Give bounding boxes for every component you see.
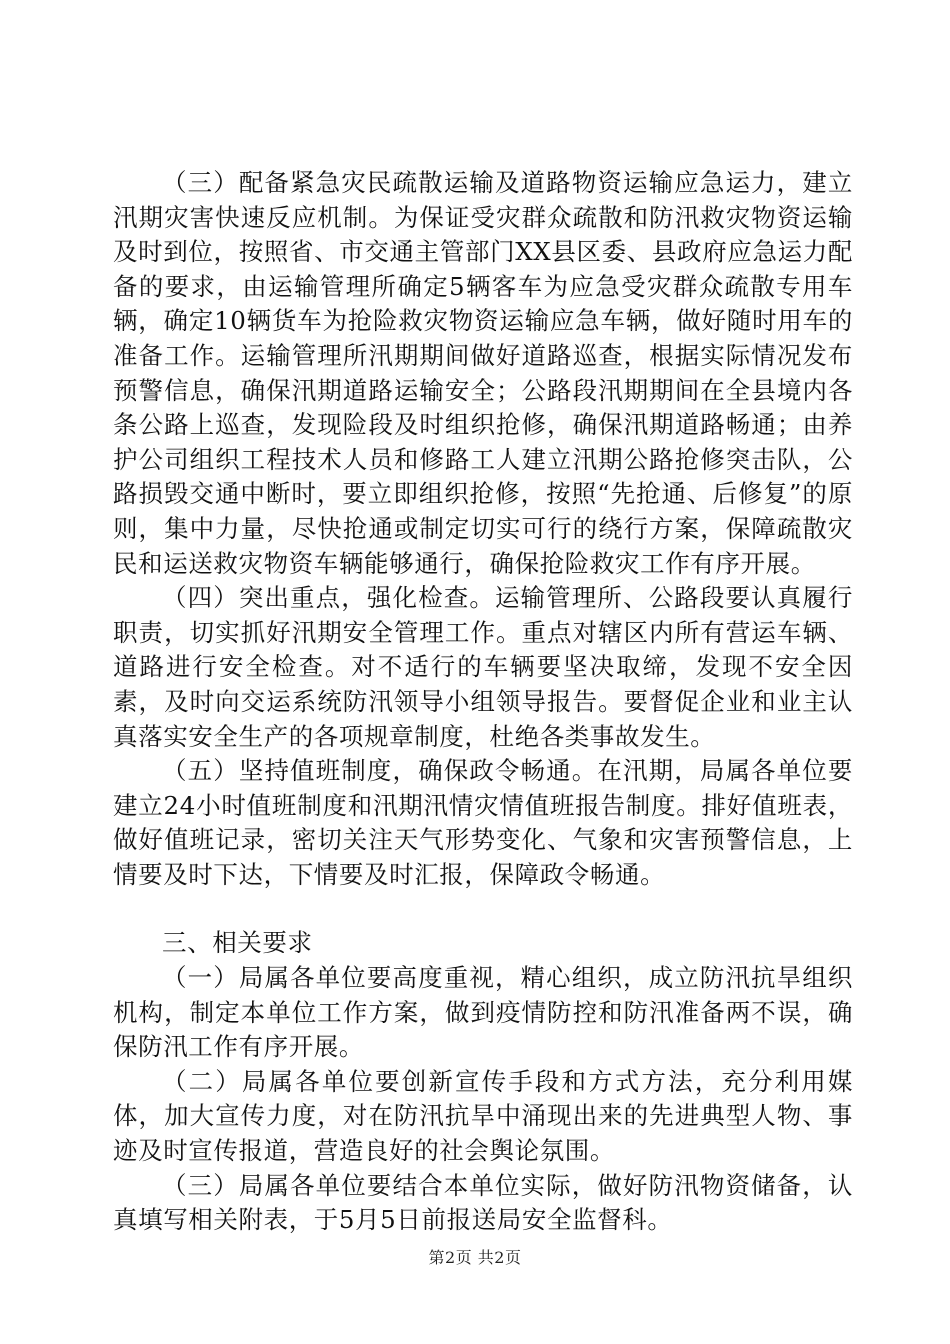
requirement-item-1: （一）局属各单位要高度重视，精心组织，成立防汛抗旱组织机构，制定本单位工作方案，做到疫情防控和防汛准备两不误，确保防汛工作有序开展。 — [113, 963, 853, 1062]
requirement-item-3: （三）局属各单位要结合本单位实际，做好防汛物资储备，认真填写相关附表，于5月5日前报送局安全监督科。 — [113, 1170, 853, 1235]
section-heading: 三、相关要求 — [162, 928, 313, 958]
document-body — [113, 166, 853, 1238]
requirement-item-2: （二）局属各单位要创新宣传手段和方式方法，充分利用媒体，加大宣传力度，对在防汛抗旱中涌现出来的先进典型人物、事迹及时宣传报道，营造良好的社会舆论氛围。 — [113, 1066, 853, 1166]
paragraph-duty-system: （五）坚持值班制度，确保政令畅通。在汛期，局属各单位要建立24小时值班制度和汛期汛情灾情值班报告制度。排好值班表，做好值班记录，密切关注天气形势变化、气象和灾害预警信息，上情要及时下达，下情要及时汇报，保障政令畅通。 — [113, 756, 853, 889]
paragraph-inspection: （四）突出重点，强化检查。运输管理所、公路段要认真履行职责，切实抓好汛期安全管理工作。重点对辖区内所有营运车辆、道路进行安全检查。对不适行的车辆要坚决取缔，发现不安全因素，及时向交运系统防汛领导小组领导报告。要督促企业和业主认真落实安全生产的各项规章制度，杜绝各类事故发生。 — [113, 583, 853, 751]
page-number-footer: 第2页 共2页 — [428, 1248, 522, 1267]
paragraph-emergency-transport: （三）配备紧急灾民疏散运输及道路物资运输应急运力，建立汛期灾害快速反应机制。为保证受灾群众疏散和防汛救灾物资运输及时到位，按照省、市交通主管部门XX县区委、县政府应急运力配备的要求，由运输管理所确定5辆客车为应急受灾群众疏散专用车辆，确定10辆货车为抢险救灾物资运输应急车辆，做好随时用车的准备工作。运输管理所汛期期间做好道路巡查，根据实际情况发布预警信息，确保汛期道路运输安全；公路段汛期期间在全县境内各条公路上巡查，发现险段及时组织抢修，确保汛期道路畅通；由养护公司组织工程技术人员和修路工人建立汛期公路抢修突击队，公路损毁交通中断时，要立即组织抢修，按照“先抢通、后修复”的原则，集中力量，尽快抢通或制定切实可行的绕行方案，保障疏散灾民和运送救灾物资车辆能够通行，确保抢险救灾工作有序开展。 — [113, 168, 853, 578]
